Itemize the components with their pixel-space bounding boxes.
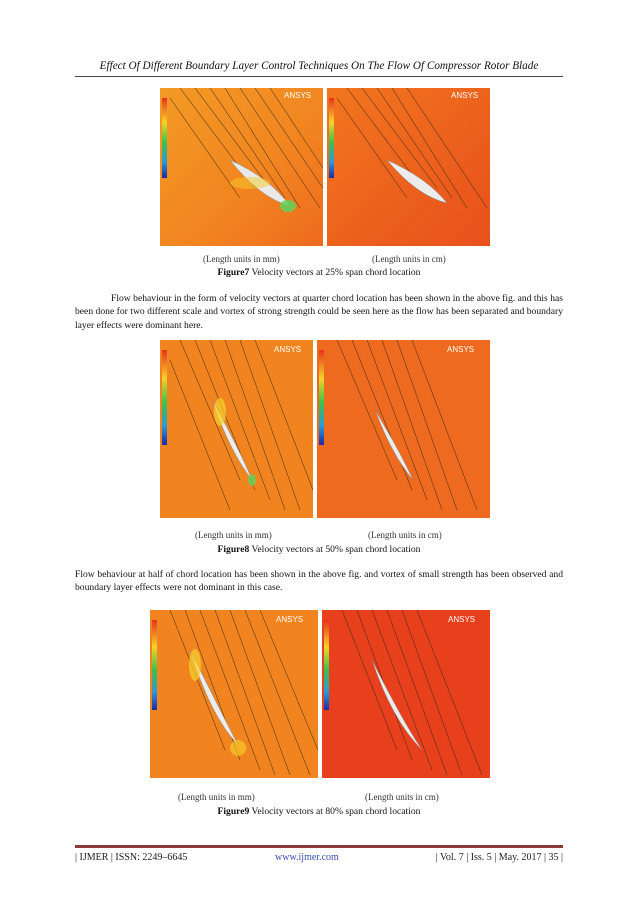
contour-panel-cm	[322, 610, 490, 778]
figure-8-caption	[0, 544, 638, 555]
ansys-logo: ANSYS	[274, 345, 302, 354]
caption-text: Velocity vectors at 80% span chord location	[249, 806, 421, 817]
contour-panel-cm	[317, 340, 490, 518]
contour-panel-mm	[160, 88, 323, 246]
figure-7	[160, 88, 490, 248]
caption-text: Velocity vectors at 25% span chord location	[249, 267, 421, 278]
footer-volume-info: | Vol. 7 | Iss. 5 | May. 2017 | 35 |	[435, 852, 563, 863]
footer-journal: | IJMER | ISSN: 2249–6645	[75, 852, 188, 863]
figure-9-caption	[0, 806, 638, 817]
contour-panel-cm	[327, 88, 490, 246]
ansys-logo: ANSYS	[447, 345, 475, 354]
running-header: Effect Of Different Boundary Layer Control Techniques On The Flow Of Compressor Rotor Blade	[99, 60, 539, 72]
caption-label: Figure8	[217, 544, 250, 555]
ansys-logo: ANSYS	[276, 615, 304, 624]
units-label-mm: (Length units in mm)	[195, 530, 272, 540]
units-label-cm: (Length units in cm)	[368, 530, 442, 540]
paragraph: Flow behaviour at half of chord location has been shown in the above fig. and vortex of small strength has been observed and boundary layer effects were not dominant in this case.	[75, 569, 563, 594]
units-label-cm: (Length units in cm)	[365, 792, 439, 802]
caption-label: Figure9	[217, 806, 250, 817]
footer-rule	[75, 845, 563, 848]
ansys-logo: ANSYS	[451, 91, 479, 100]
caption-text: Velocity vectors at 50% span chord location	[249, 544, 421, 555]
figure-8	[160, 340, 490, 520]
units-label-mm: (Length units in mm)	[203, 254, 280, 264]
footer-website-link[interactable]: www.ijmer.com	[275, 852, 339, 863]
caption-label: Figure7	[217, 267, 250, 278]
ansys-logo: ANSYS	[284, 91, 312, 100]
ansys-logo: ANSYS	[448, 615, 476, 624]
contour-panel-mm	[150, 610, 318, 778]
paragraph: Flow behaviour in the form of velocity vectors at quarter chord location has been shown in the above fig. and this has been done for two different scale and vortex of strong strength could be seen here as the flow has been separated and boundary layer effects were dominant here.	[75, 293, 563, 331]
header-rule	[75, 76, 563, 77]
figure-9	[150, 610, 490, 780]
contour-panel-mm	[160, 340, 313, 518]
units-label-cm: (Length units in cm)	[372, 254, 446, 264]
figure-7-caption	[0, 267, 638, 278]
units-label-mm: (Length units in mm)	[178, 792, 255, 802]
